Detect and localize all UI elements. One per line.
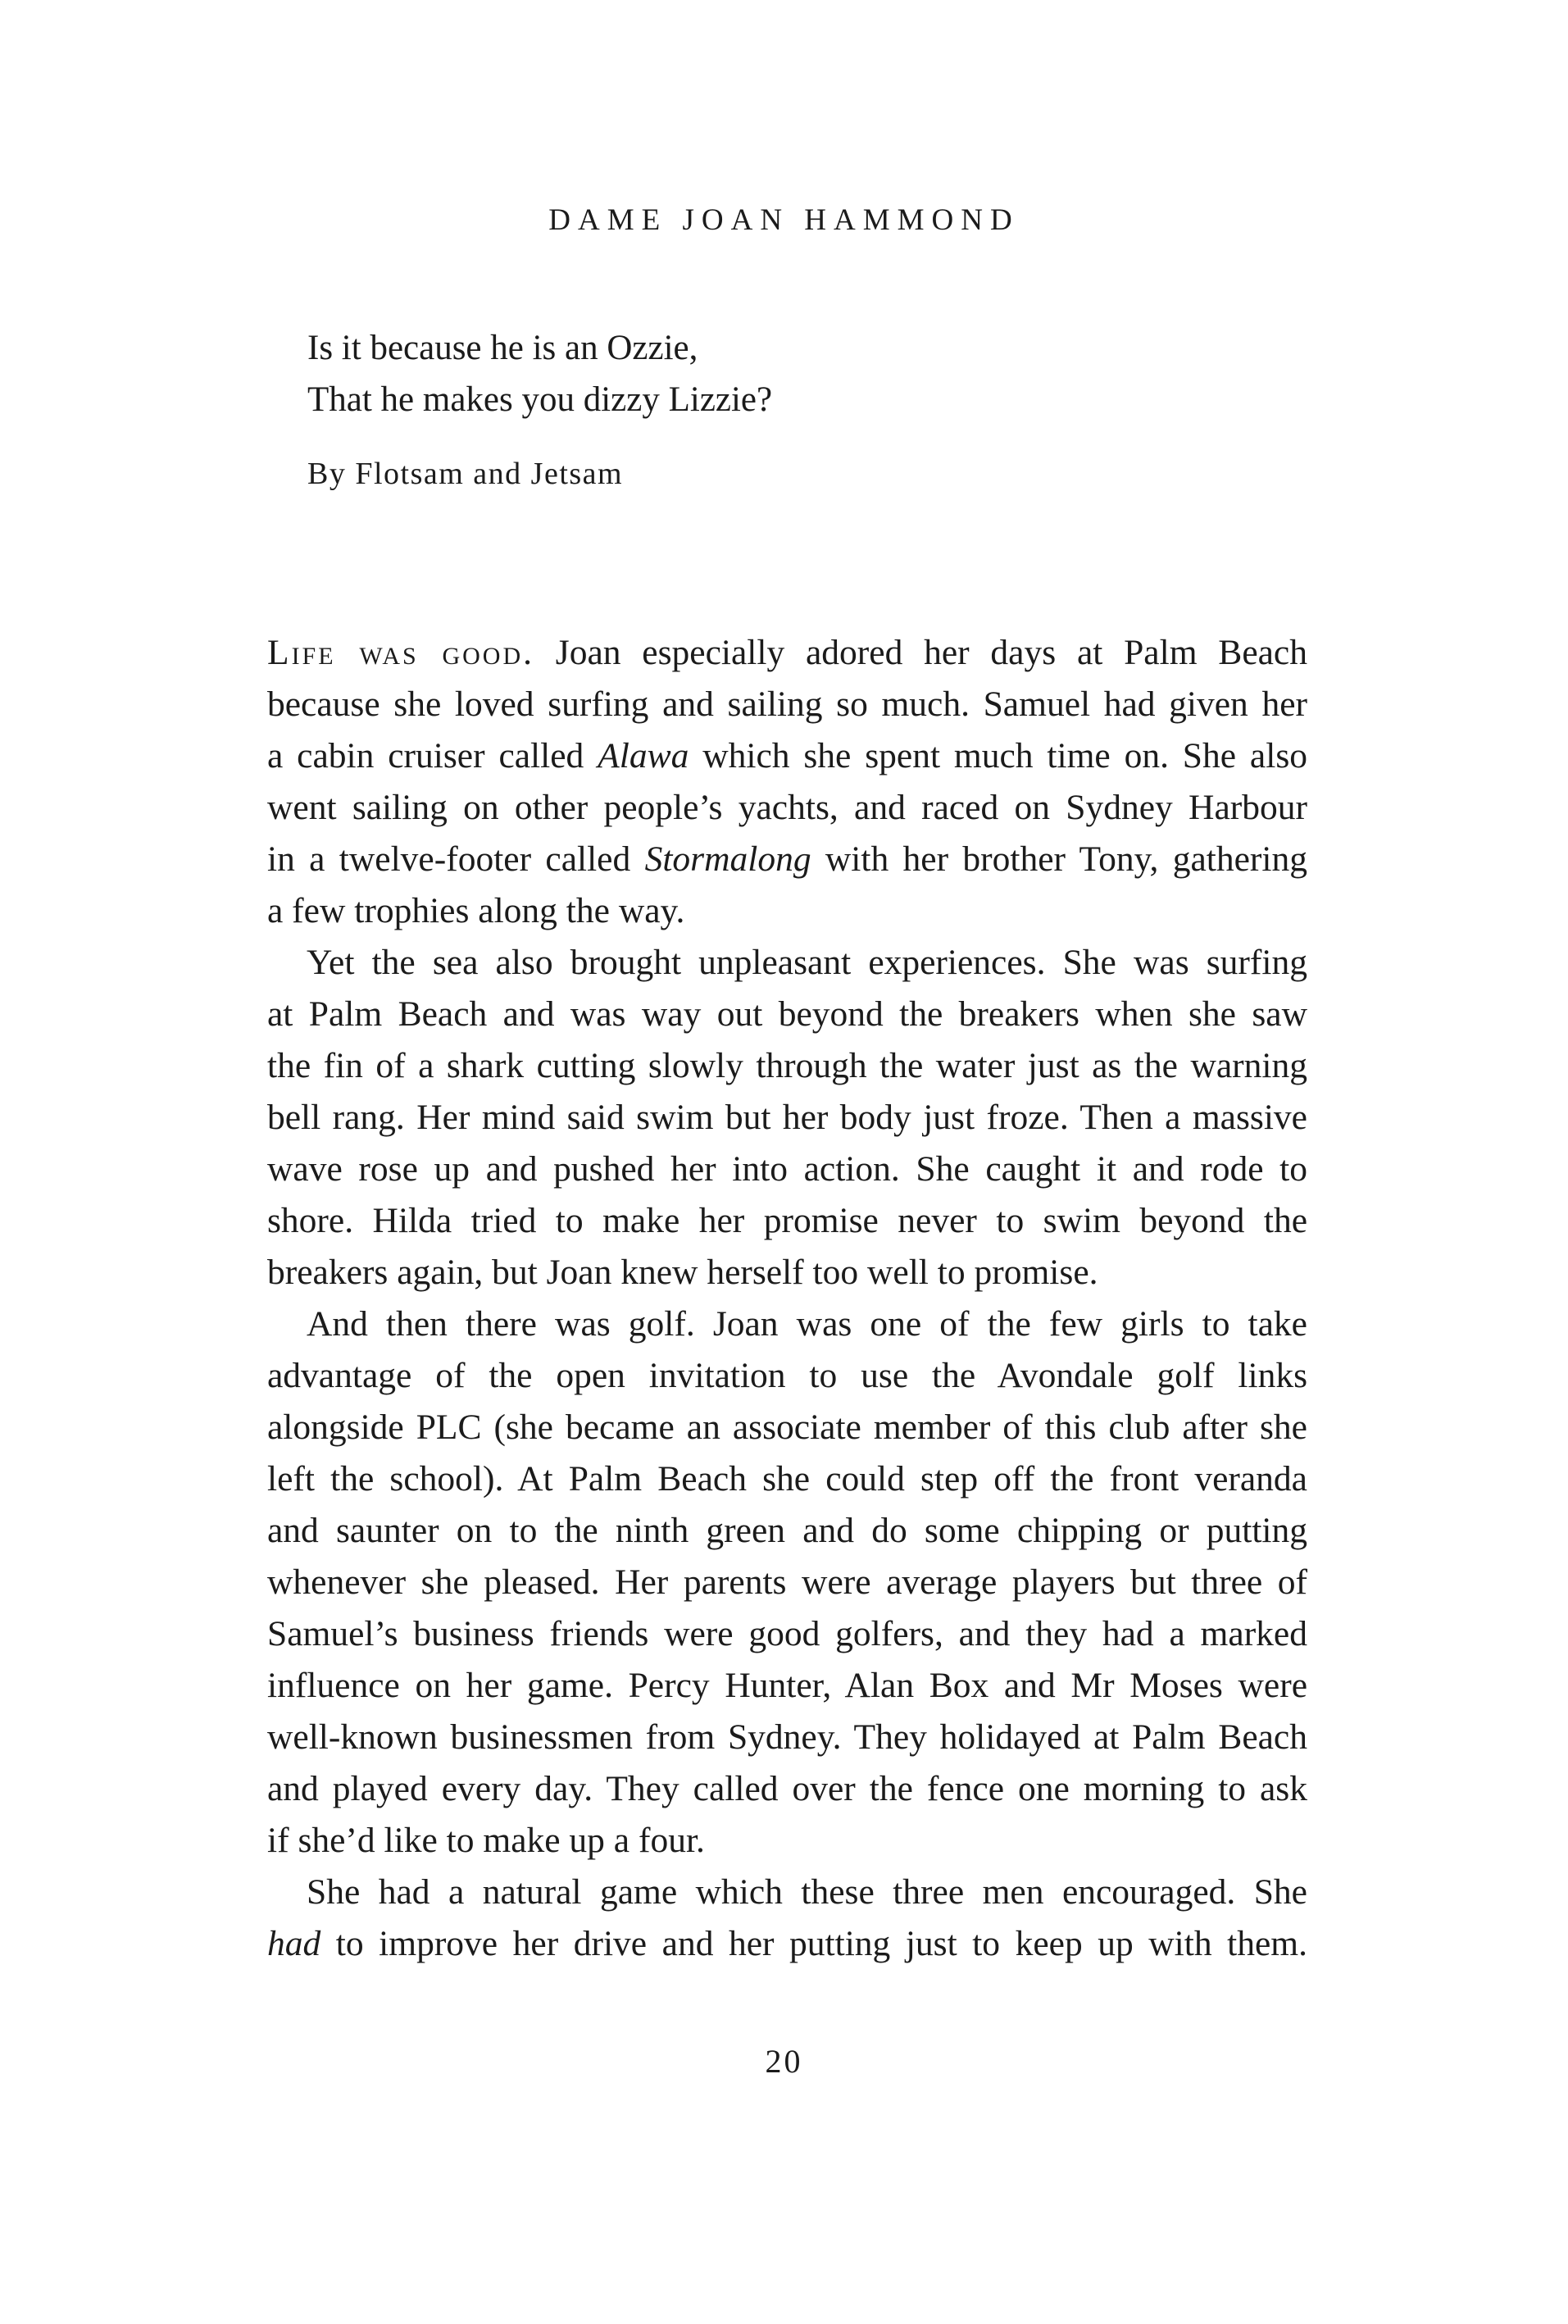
text-line: And then there was golf. Joan was one of the few girls to take [307, 1304, 1307, 1344]
text-line: because she loved surfing and sailing so much. Samuel had given her [267, 684, 1307, 724]
text-line: went sailing on other people’s yachts, and raced on Sydney Harbour [267, 788, 1307, 827]
opening-small-caps: Life was good. [267, 633, 534, 672]
text-line: advantage of the open invitation to use the Avondale golf links [267, 1356, 1307, 1395]
text-line: left the school). At Palm Beach she could step off the front veranda [267, 1459, 1307, 1499]
text-line: well-known businessmen from Sydney. They holidayed at Palm Beach [267, 1717, 1307, 1757]
text-line: Yet the sea also brought unpleasant experiences. She was surfing [307, 943, 1307, 982]
text-line: had to improve her drive and her putting just to keep up with them. [267, 1924, 1307, 1963]
text-line: at Palm Beach and was way out beyond the breakers when she saw [267, 994, 1307, 1034]
text-line: whenever she pleased. Her parents were average players but three of [267, 1562, 1307, 1602]
italic-boat-name: Stormalong [644, 839, 811, 879]
italic-boat-name: Alawa [598, 736, 689, 775]
text-line: if she’d like to make up a four. [267, 1821, 705, 1860]
text-line: She had a natural game which these three men encouraged. She [307, 1872, 1307, 1912]
running-head: DAME JOAN HAMMOND [548, 203, 1020, 237]
text-line: Samuel’s business friends were good golfers, and they had a marked [267, 1614, 1307, 1653]
text-line: shore. Hilda tried to make her promise never to swim beyond the [267, 1201, 1307, 1240]
body-text [267, 627, 1307, 1970]
text-line: and played every day. They called over the fence one morning to ask [267, 1769, 1307, 1808]
text-line: a few trophies along the way. [267, 891, 685, 930]
text-line: and saunter on to the ninth green and do some chipping or putting [267, 1511, 1307, 1550]
italic-emphasis: had [267, 1924, 321, 1963]
epigraph [307, 322, 1373, 494]
text-line: Life was good. Joan especially adored her days at Palm Beach [267, 633, 1307, 672]
text-line: a cabin cruiser called Alawa which she spent much time on. She also [267, 736, 1307, 775]
text-line: wave rose up and pushed her into action. She caught it and rode to [267, 1149, 1307, 1189]
epigraph-attribution: By Flotsam and Jetsam [307, 457, 624, 491]
epigraph-line: That he makes you dizzy Lizzie? [307, 380, 773, 419]
page-number: 20 [765, 2043, 803, 2080]
text-line: in a twelve-footer called Stormalong with her brother Tony, gathering [267, 839, 1307, 879]
text-line: influence on her game. Percy Hunter, Alan Box and Mr Moses were [267, 1666, 1307, 1705]
text-line: bell rang. Her mind said swim but her body just froze. Then a massive [267, 1098, 1307, 1137]
epigraph-line: Is it because he is an Ozzie, [307, 329, 698, 367]
text-line: alongside PLC (she became an associate member of this club after she [267, 1408, 1307, 1447]
text-line: the fin of a shark cutting slowly through the water just as the warning [267, 1046, 1307, 1085]
text-line: breakers again, but Joan knew herself too well to promise. [267, 1253, 1098, 1292]
